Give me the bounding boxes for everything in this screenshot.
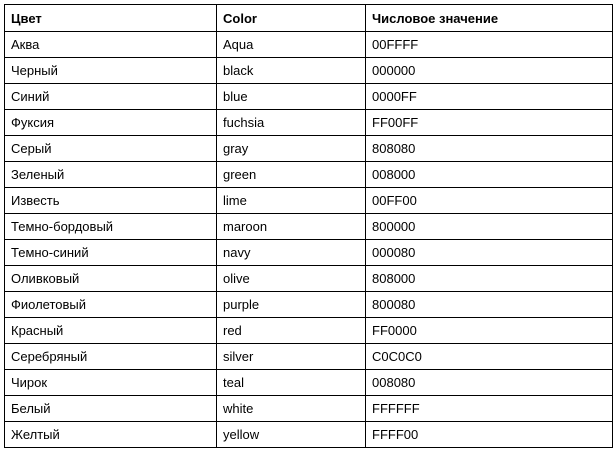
cell-hex-value: 00FF00: [366, 188, 613, 214]
cell-hex-value: 808080: [366, 136, 613, 162]
cell-color-name: lime: [217, 188, 366, 214]
cell-hex-value: 00FFFF: [366, 32, 613, 58]
table-row: [5, 136, 613, 162]
cell-russian-name: Синий: [5, 84, 217, 110]
cell-color-name: Aqua: [217, 32, 366, 58]
table-row: [5, 58, 613, 84]
cell-russian-name: Известь: [5, 188, 217, 214]
cell-hex-value: FF0000: [366, 318, 613, 344]
cell-color-name: red: [217, 318, 366, 344]
table-row: [5, 318, 613, 344]
cell-color-name: teal: [217, 370, 366, 396]
header-row: [5, 5, 613, 32]
table-row: [5, 266, 613, 292]
cell-color-name: olive: [217, 266, 366, 292]
cell-color-name: maroon: [217, 214, 366, 240]
cell-hex-value: FFFF00: [366, 422, 613, 448]
cell-russian-name: Желтый: [5, 422, 217, 448]
color-table: [4, 4, 613, 448]
cell-hex-value: 808000: [366, 266, 613, 292]
cell-color-name: blue: [217, 84, 366, 110]
cell-color-name: purple: [217, 292, 366, 318]
table-row: [5, 370, 613, 396]
cell-russian-name: Фиолетовый: [5, 292, 217, 318]
cell-color-name: yellow: [217, 422, 366, 448]
cell-hex-value: C0C0C0: [366, 344, 613, 370]
table-row: [5, 292, 613, 318]
table-row: [5, 422, 613, 448]
table-row: [5, 396, 613, 422]
cell-color-name: navy: [217, 240, 366, 266]
cell-hex-value: 008000: [366, 162, 613, 188]
header-cell-numeric-value: Числовое значение: [366, 5, 613, 32]
cell-russian-name: Чирок: [5, 370, 217, 396]
table-row: [5, 162, 613, 188]
cell-hex-value: 008080: [366, 370, 613, 396]
cell-russian-name: Фуксия: [5, 110, 217, 136]
header-cell-color: Color: [217, 5, 366, 32]
cell-russian-name: Белый: [5, 396, 217, 422]
table-body: [5, 32, 613, 448]
cell-russian-name: Зеленый: [5, 162, 217, 188]
cell-color-name: fuchsia: [217, 110, 366, 136]
cell-russian-name: Темно-бордовый: [5, 214, 217, 240]
cell-hex-value: 0000FF: [366, 84, 613, 110]
cell-hex-value: 800000: [366, 214, 613, 240]
cell-russian-name: Черный: [5, 58, 217, 84]
table-row: [5, 344, 613, 370]
cell-russian-name: Темно-синий: [5, 240, 217, 266]
cell-color-name: silver: [217, 344, 366, 370]
table-row: [5, 32, 613, 58]
cell-color-name: white: [217, 396, 366, 422]
table-row: [5, 84, 613, 110]
cell-russian-name: Оливковый: [5, 266, 217, 292]
cell-russian-name: Серебряный: [5, 344, 217, 370]
cell-hex-value: 800080: [366, 292, 613, 318]
cell-color-name: black: [217, 58, 366, 84]
cell-russian-name: Серый: [5, 136, 217, 162]
cell-russian-name: Аква: [5, 32, 217, 58]
cell-hex-value: FF00FF: [366, 110, 613, 136]
cell-hex-value: 000000: [366, 58, 613, 84]
table-row: [5, 110, 613, 136]
cell-hex-value: 000080: [366, 240, 613, 266]
header-cell-russian-name: Цвет: [5, 5, 217, 32]
cell-hex-value: FFFFFF: [366, 396, 613, 422]
table-row: [5, 240, 613, 266]
cell-color-name: green: [217, 162, 366, 188]
cell-russian-name: Красный: [5, 318, 217, 344]
table-row: [5, 214, 613, 240]
cell-color-name: gray: [217, 136, 366, 162]
table-row: [5, 188, 613, 214]
